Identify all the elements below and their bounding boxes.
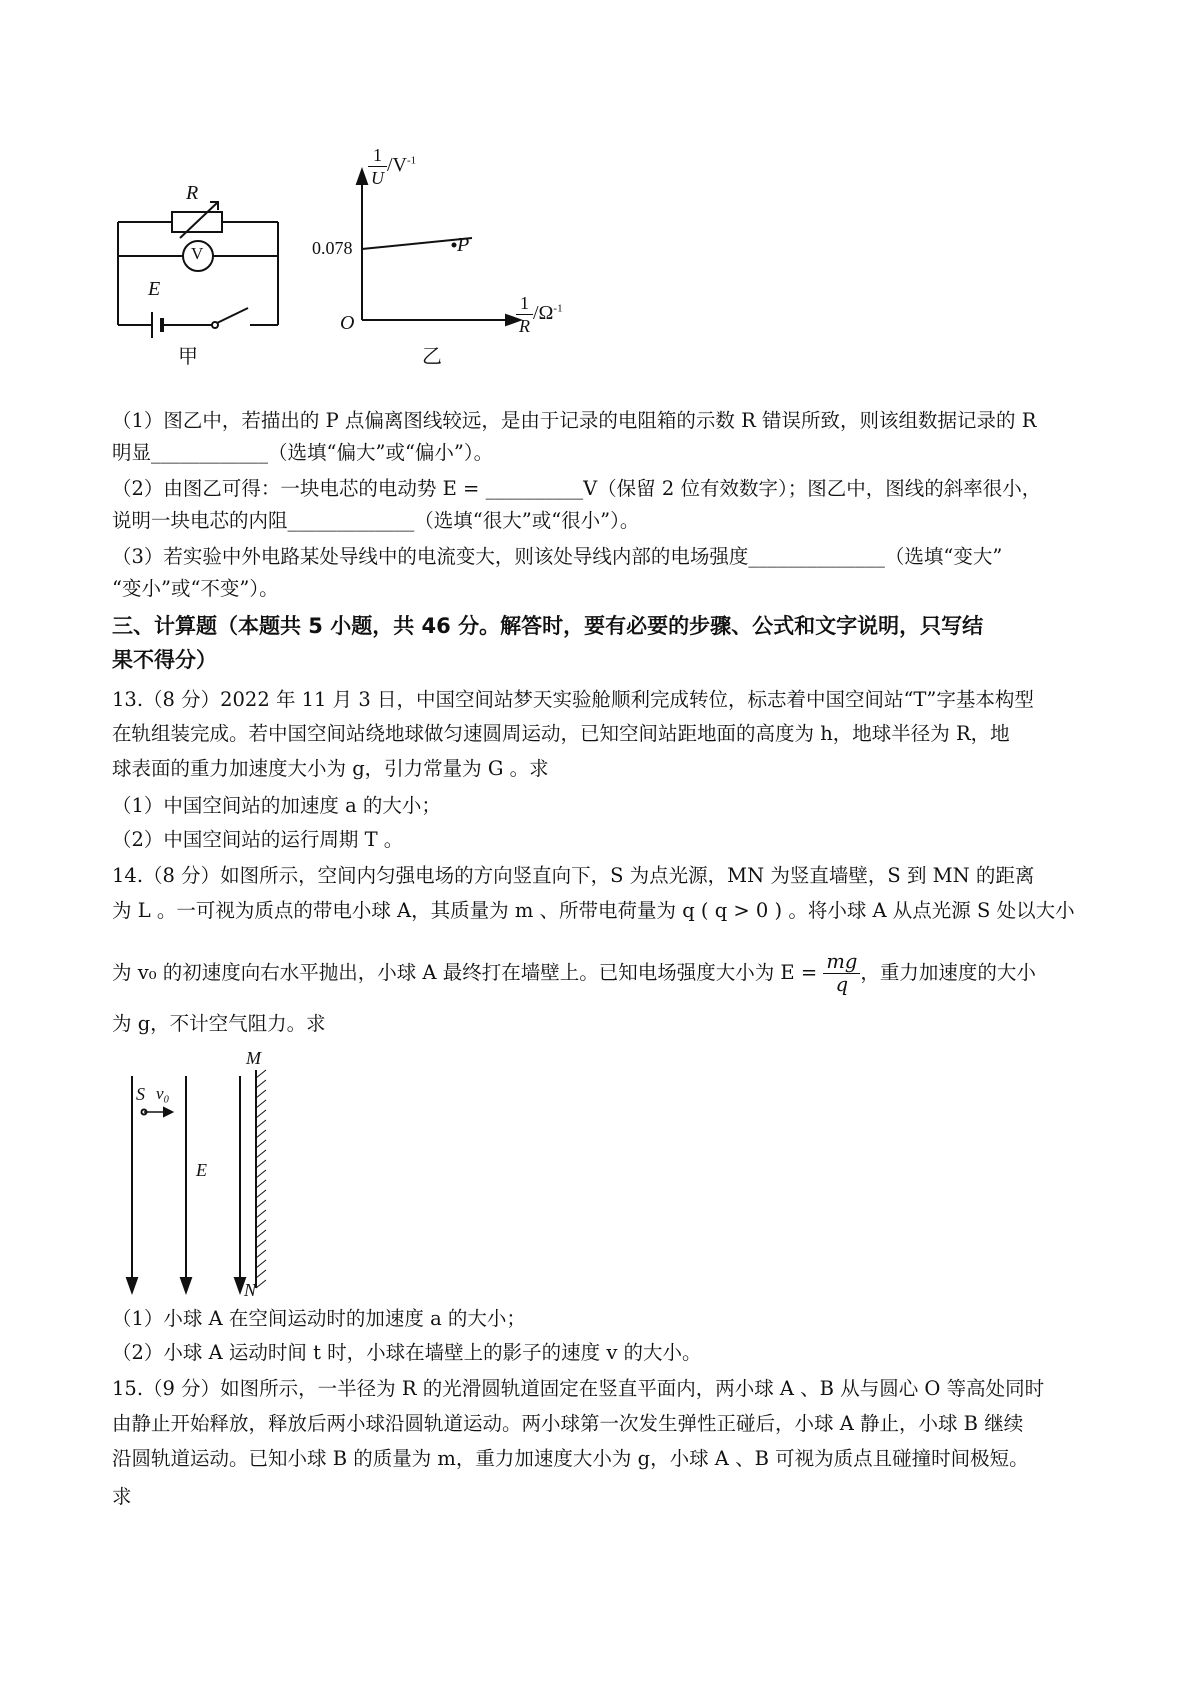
q15-line2: 由静止开始释放，释放后两小球沿圆轨道运动。两小球第一次发生弹性正碰后，小球 A 静止，小球 B 继续 bbox=[112, 1412, 1024, 1435]
voltmeter-label: V bbox=[191, 244, 204, 263]
fig14-M-label: M bbox=[246, 1048, 261, 1068]
point-P bbox=[453, 244, 456, 247]
x-axis-label: $\frac{1}{R}$ $/\Omega^{-1}$ bbox=[516, 292, 563, 337]
point-P-label: P bbox=[457, 234, 470, 256]
q12-part3-line2: “变小”或“不变”）。 bbox=[112, 577, 279, 600]
wall-hatching bbox=[256, 1070, 266, 1288]
fig14-v0-label: v₀ bbox=[156, 1084, 170, 1103]
intercept-label: 0.078 bbox=[312, 238, 353, 258]
q14-line3-text-a: 为 v₀ 的初速度向右水平抛出，小球 A 最终打在墙壁上。已知电场强度大小为 E = bbox=[112, 961, 818, 984]
resistor-label: R bbox=[186, 182, 199, 204]
circuit-diagram bbox=[100, 180, 300, 370]
origin-label: O bbox=[340, 312, 355, 334]
q13-line1: 13.（8 分）2022 年 11 月 3 日，中国空间站梦天实验舱顺利完成转位，标志着中国空间站“T”字基本构型 bbox=[112, 688, 1034, 711]
q15-line1: 15.（9 分）如图所示，一半径为 R 的光滑圆轨道固定在竖直平面内，两小球 A 、B 从与圆心 O 等高处同时 bbox=[112, 1377, 1045, 1400]
q13-line3: 球表面的重力加速度大小为 g，引力常量为 G 。求 bbox=[112, 757, 549, 780]
figure-label-jia: 甲 bbox=[178, 346, 198, 368]
graph-1-over-U bbox=[300, 140, 620, 370]
q13-part2: （2）中国空间站的运行周期 T 。 bbox=[112, 828, 404, 851]
q12-part1-line2: 明显____________（选填“偏大”或“偏小”）。 bbox=[112, 441, 494, 464]
q12-part1-line1: （1）图乙中，若描出的 P 点偏离图线较远，是由于记录的电阻箱的示数 R 错误所致，则该组数据记录的 R bbox=[112, 409, 1037, 432]
y-axis-label: $\frac{1}{U}$ $/V^{-1}$ bbox=[368, 144, 416, 189]
q12-part2-line1: （2）由图乙可得：一块电芯的电动势 E = __________V（保留 2 位有效数字）；图乙中，图线的斜率很小， bbox=[112, 477, 1042, 500]
fig14-E-label: E bbox=[196, 1160, 207, 1180]
q14-line4: 为 g，不计空气阻力。求 bbox=[112, 1012, 326, 1035]
circuit-svg bbox=[100, 180, 300, 370]
y-axis-arrow bbox=[357, 170, 367, 184]
figure-label-yi: 乙 bbox=[422, 346, 442, 368]
q15-line3: 沿圆轨道运动。已知小球 B 的质量为 m，重力加速度大小为 g，小球 A 、B 可视为质点且碰撞时间极短。 bbox=[112, 1447, 1029, 1470]
velocity-arrow-head bbox=[164, 1108, 172, 1116]
q14-line3 bbox=[112, 946, 1036, 1000]
fig14-S-label: S bbox=[136, 1084, 145, 1104]
q14-line1: 14.（8 分）如图所示，空间内匀强电场的方向竖直向下，S 为点光源，MN 为竖直墙壁，S 到 MN 的距离 bbox=[112, 864, 1035, 887]
q13-part1: （1）中国空间站的加速度 a 的大小； bbox=[112, 794, 441, 817]
switch-lever bbox=[217, 308, 248, 323]
field-arrow-2 bbox=[181, 1278, 191, 1292]
q13-line2: 在轨组装完成。若中国空间站绕地球做匀速圆周运动，已知空间站距地面的高度为 h，地球半径为 R，地 bbox=[112, 722, 1010, 745]
q14-part1: （1）小球 A 在空间运动时的加速度 a 的大小； bbox=[112, 1307, 526, 1330]
fig14-N-label: N bbox=[244, 1280, 257, 1300]
battery-label: E bbox=[148, 278, 161, 300]
q14-line2: 为 L 。一可视为质点的带电小球 A，其质量为 m 、所带电荷量为 q ( q > 0 ) 。将小球 A 从点光源 S 处以大小 bbox=[112, 899, 1075, 922]
section-heading-line2: 果不得分） bbox=[112, 648, 217, 672]
q14-part2: （2）小球 A 运动时间 t 时，小球在墙壁上的影子的速度 v 的大小。 bbox=[112, 1341, 702, 1364]
field-arrow-1 bbox=[127, 1278, 137, 1292]
section-heading-line1: 三、计算题（本题共 5 小题，共 46 分。解答时，要有必要的步骤、公式和文字说明，只写结 bbox=[112, 614, 984, 638]
q12-part3-line1: （3）若实验中外电路某处导线中的电流变大，则该处导线内部的电场强度______________（选填“变大” bbox=[112, 545, 1003, 568]
q12-part2-line2: 说明一块电芯的内阻_____________（选填“很大”或“很小”）。 bbox=[112, 509, 640, 532]
electric-field-diagram bbox=[110, 1048, 290, 1300]
q14-field-fraction: $\frac{mg}{q}$ bbox=[823, 951, 860, 996]
q14-line3-text-b: ，重力加速度的大小 bbox=[860, 961, 1036, 984]
q15-line4: 求 bbox=[112, 1485, 132, 1508]
